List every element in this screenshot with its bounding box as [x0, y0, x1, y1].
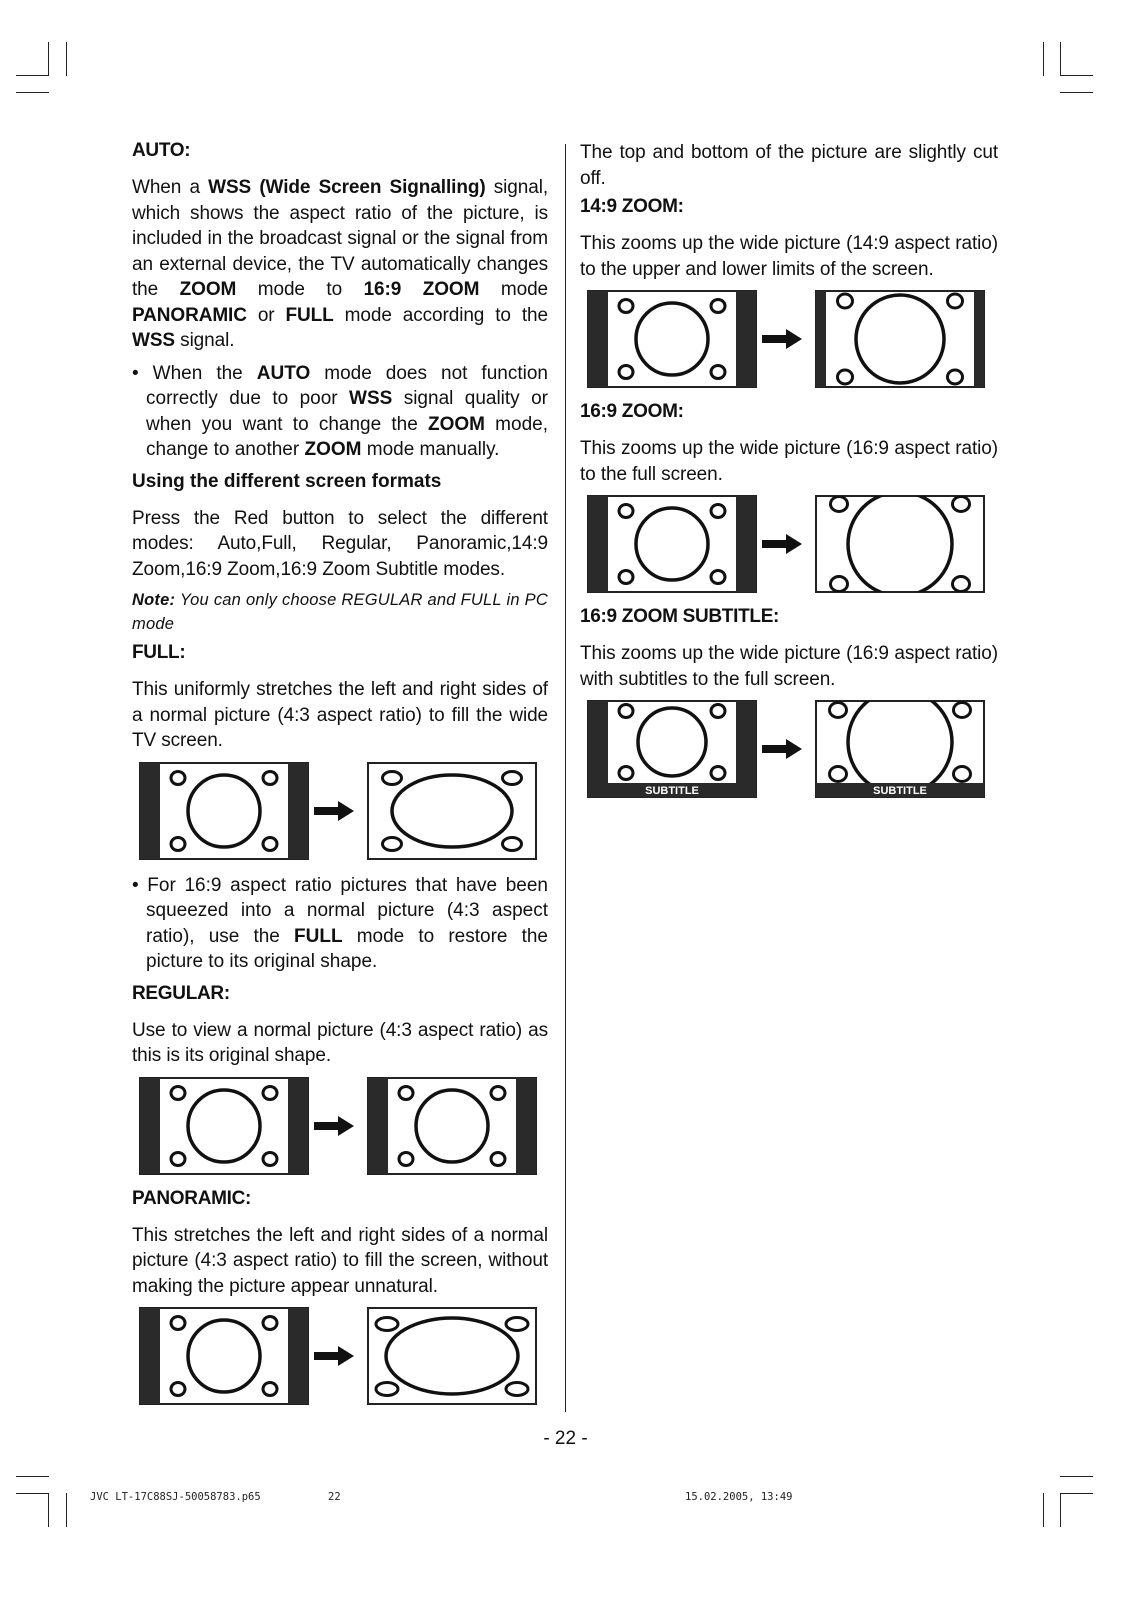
bold-term: AUTO [256, 362, 311, 384]
side-bar-right [288, 1078, 308, 1174]
arrow-icon [314, 1116, 354, 1136]
tv-screen [588, 291, 756, 387]
crop-mark [1060, 1476, 1093, 1477]
zoom-subtitle-heading: 16:9 ZOOM SUBTITLE: [580, 606, 780, 627]
bold-term: FULL [294, 925, 343, 947]
tv-screen [368, 1078, 536, 1174]
text-run: signal. [174, 330, 235, 351]
auto-paragraph [132, 175, 548, 354]
crop-mark [1060, 75, 1093, 76]
full-bullet [132, 873, 548, 975]
text-run: • When the [132, 362, 257, 384]
full-mode-diagram [138, 761, 538, 861]
crop-mark [66, 42, 67, 76]
arrow-icon [762, 534, 802, 554]
text-run: mode to restore the picture to its original shape. [146, 925, 548, 972]
side-bar-right [288, 763, 308, 859]
zoom-14-9-diagram [586, 289, 986, 389]
footer-date: 15.02.2005, 13:49 [685, 1491, 793, 1503]
bold-term: ZOOM [179, 279, 237, 300]
auto-heading: AUTO: [132, 140, 191, 161]
side-bar-left [140, 763, 160, 859]
crop-mark [16, 75, 49, 76]
regular-heading: REGULAR: [132, 982, 230, 1004]
tv-screen [588, 496, 756, 592]
text-run: mode does not function correctly due to poor [146, 362, 548, 409]
subtitle-label: SUBTITLE [645, 785, 699, 797]
text-run: mode according to the [333, 304, 548, 326]
arrow-icon [762, 739, 802, 759]
screen-frame [140, 1308, 308, 1404]
tv-screen [816, 494, 984, 594]
crop-mark [48, 1493, 49, 1527]
side-bar-right [736, 291, 756, 387]
regular-paragraph: Use to view a normal picture (4:3 aspect ratio) as this is its original shape. [132, 1019, 548, 1066]
crop-mark [1060, 1493, 1093, 1494]
crop-mark [66, 1493, 67, 1527]
screen-frame [588, 496, 756, 592]
text-run: mode manually. [361, 439, 500, 460]
auto-bullet [132, 361, 548, 463]
bold-term: PANORAMIC [132, 304, 247, 326]
regular-mode-diagram [138, 1076, 538, 1176]
tv-screen [368, 763, 536, 859]
text-run: signal, which shows the aspect ratio of the picture, is included in the broadcast signal or the signal from an external device, the TV automatically changes the [132, 177, 548, 300]
panoramic-mode-diagram [138, 1306, 538, 1406]
footer-page: 22 [328, 1491, 341, 1503]
pc-mode-note [132, 589, 548, 636]
side-bar-right [516, 1078, 536, 1174]
side-bar-right [974, 291, 984, 387]
full-paragraph: This uniformly stretches the left and right sides of a normal picture (4:3 aspect ratio) to fill the wide TV screen. [132, 679, 548, 751]
crop-mark [1060, 42, 1061, 76]
bold-term: WSS [132, 330, 175, 351]
bold-term: WSS (Wide Screen Signalling) [208, 177, 486, 198]
crop-mark [1060, 92, 1093, 93]
right-column [580, 140, 998, 811]
screen-frame [588, 701, 756, 797]
tv-screen [816, 699, 984, 797]
crop-mark [48, 42, 49, 76]
screen-frame [368, 1308, 536, 1404]
bold-term: ZOOM [304, 439, 362, 460]
bold-term: 16:9 ZOOM [363, 279, 480, 300]
text-run: mode to [236, 279, 364, 300]
side-bar-left [588, 291, 608, 387]
text-run: mode, change to another [146, 413, 548, 460]
side-bar-left [588, 496, 608, 592]
tv-screen [140, 1078, 308, 1174]
tv-screen [140, 763, 308, 859]
left-column [132, 140, 548, 1418]
text-run: When a [132, 177, 209, 198]
panoramic-heading: PANORAMIC: [132, 1187, 252, 1209]
side-bar-left [140, 1078, 160, 1174]
column-divider [565, 144, 566, 1412]
crop-mark [16, 1493, 49, 1494]
zoom-subtitle-diagram [586, 699, 986, 799]
formats-paragraph: Press the Red button to select the different modes: Auto,Full, Regular, Panoramic,14:9 Zoom,16:9 Zoom,16:9 Zoom Subtitle modes. [132, 507, 548, 580]
side-bar-right [736, 701, 756, 797]
crop-mark [1043, 42, 1044, 76]
note-label: Note: [132, 591, 176, 609]
formats-heading: Using the different screen formats [132, 470, 442, 492]
side-bar-left [588, 701, 608, 797]
tv-screen [140, 1308, 308, 1404]
subtitle-label: SUBTITLE [873, 785, 927, 797]
side-bar-right [288, 1308, 308, 1404]
bold-term: FULL [285, 304, 334, 326]
side-bar-left [816, 291, 826, 387]
footer-filename: JVC LT-17C88SJ-50058783.p65 [90, 1491, 261, 1503]
crop-mark [16, 1476, 49, 1477]
text-run: signal quality or when you want to change the [146, 388, 548, 435]
panoramic-paragraph: This stretches the left and right sides of a normal picture (4:3 aspect ratio) to fill the screen, without making the picture appear unnatural. [132, 1224, 548, 1297]
zoom-subtitle-paragraph: This zooms up the wide picture (16:9 aspect ratio) with subtitles to the full screen. [580, 643, 998, 690]
side-bar-left [140, 1308, 160, 1404]
zoom-14-9-heading: 14:9 ZOOM: [580, 196, 684, 217]
tv-screen [816, 291, 984, 387]
tv-screen [368, 1308, 536, 1404]
zoom-14-9-paragraph: This zooms up the wide picture (14:9 aspect ratio) to the upper and lower limits of the screen. [580, 233, 998, 280]
arrow-icon [314, 801, 354, 821]
zoom-16-9-diagram [586, 494, 986, 594]
crop-mark [1060, 1493, 1061, 1527]
screen-frame [140, 763, 308, 859]
zoom-16-9-paragraph: This zooms up the wide picture (16:9 aspect ratio) to the full screen. [580, 438, 998, 485]
arrow-icon [314, 1346, 354, 1366]
screen-frame [588, 291, 756, 387]
crop-mark [1043, 1493, 1044, 1527]
side-bar-left [368, 1078, 388, 1174]
side-bar-right [736, 496, 756, 592]
tv-screen [588, 701, 756, 797]
text-run: mode [479, 279, 548, 300]
screen-frame [140, 1078, 308, 1174]
text-run: • For 16:9 aspect ratio pictures that have been squeezed into a normal picture (4:3 aspect ratio), use the [132, 874, 548, 947]
crop-mark [16, 92, 49, 93]
note-text: You can only choose REGULAR and FULL in PC mode [132, 591, 548, 633]
arrow-icon [762, 329, 802, 349]
bold-term: WSS [349, 388, 393, 409]
text-run: or [246, 304, 286, 326]
full-heading: FULL: [132, 642, 186, 663]
screen-frame [368, 1078, 536, 1174]
page-number: - 22 - [543, 1428, 588, 1449]
intro-paragraph: The top and bottom of the picture are slightly cut off. [580, 142, 998, 189]
zoom-16-9-heading: 16:9 ZOOM: [580, 401, 684, 422]
bold-term: ZOOM [427, 413, 485, 435]
